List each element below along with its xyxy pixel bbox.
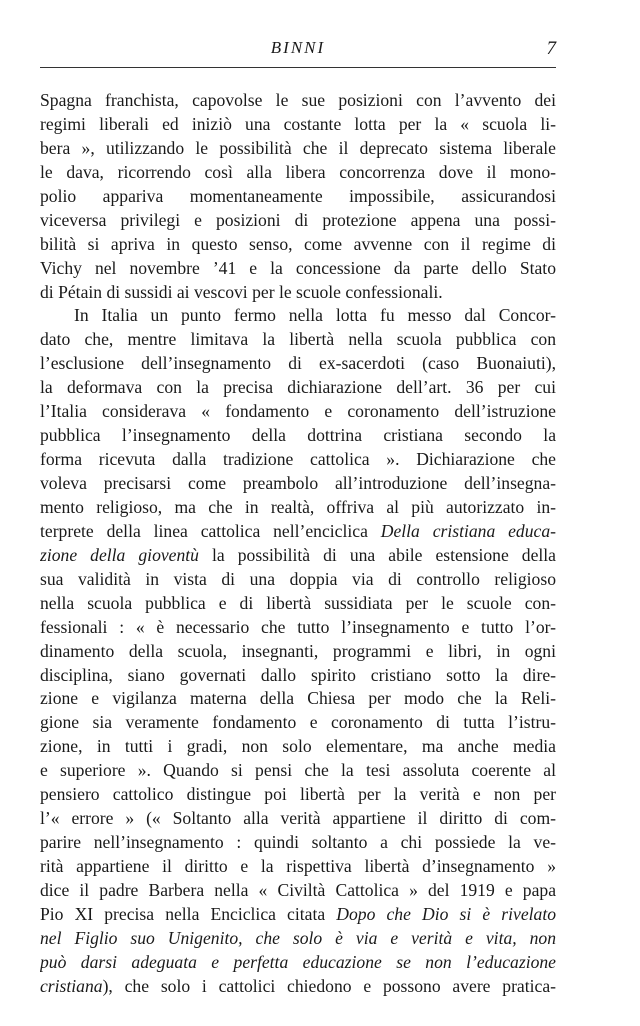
text-line <box>40 951 556 975</box>
text-line: nella scuola pubblica e di libertà sussidiata per le scuole con- <box>40 592 556 613</box>
text-line: pensiero cattolico distingue poi libertà per la verità e non per <box>40 784 556 805</box>
quote-italic: nel Figlio suo Unigenito, che solo è via e verità e vita, non <box>40 927 556 948</box>
text-line: gione sia veramente fondamento e coronamento di tutta l’istru- <box>40 712 556 733</box>
text-line: zione e vigilanza materna della Chiesa per modo che la Reli- <box>40 688 556 709</box>
text-line: la deformava con la precisa dichiarazione dell’art. 36 per cui <box>40 377 556 398</box>
page-number: 7 <box>546 38 556 59</box>
text-line <box>40 520 556 544</box>
text-line: polio appariva momentaneamente impossibile, assicurandosi <box>40 185 556 206</box>
text-line: forma ricevuta dalla tradizione cattolica ». Dichiarazione che <box>40 449 556 470</box>
text-line <box>40 903 556 927</box>
text-line <box>40 544 556 568</box>
text-segment: ), che solo i cattolici chiedono e possono avere pratica- <box>102 975 556 996</box>
text-line: bilità si apriva in questo senso, come avvenne con il regime di <box>40 233 556 254</box>
quote-italic: Dopo che Dio si è rivelato <box>336 903 556 924</box>
page-header <box>40 38 556 66</box>
text-line: e superiore ». Quando si pensi che la tesi assoluta coerente al <box>40 760 556 781</box>
text-line: Vichy nel novembre ’41 e la concessione da parte dello Stato <box>40 257 556 278</box>
quote-italic: può darsi adeguata e perfetta educazione se non l’educazione <box>40 951 556 972</box>
text-line: fessionali : « è necessario che tutto l’insegnamento e tutto l’or- <box>40 616 556 637</box>
text-line: l’Italia considerava « fondamento e coronamento dell’istruzione <box>40 401 556 422</box>
body-text <box>40 89 556 999</box>
running-head: BINNI <box>270 38 326 57</box>
text-segment: Pio XI precisa nella Enciclica citata <box>40 903 337 924</box>
text-line: In Italia un punto fermo nella lotta fu messo dal Concor- <box>74 305 556 326</box>
enciclica-title-end: zione della gioventù <box>40 544 199 565</box>
text-line: zione, in tutti i gradi, non solo elementare, ma anche media <box>40 736 556 757</box>
text-line: l’esclusione dell’insegnamento di ex-sacerdoti (caso Buonaiuti), <box>40 353 556 374</box>
text-line <box>40 927 556 951</box>
enciclica-title: Della cristiana educa- <box>380 520 556 541</box>
text-line: disciplina, siano governati dallo spirito cristiano sotto la dire- <box>40 664 556 685</box>
text-line: parire nell’insegnamento : quindi soltanto a chi possiede la ve- <box>40 832 556 853</box>
text-line: le dava, ricorrendo così alla libera concorrenza dove il mono- <box>40 161 556 182</box>
text-line: rità appartiene il diritto e la rispettiva libertà d’insegnamento » <box>40 856 556 876</box>
text-line: Spagna franchista, capovolse le sue posizioni con l’avvento dei <box>40 90 556 110</box>
text-line: viceversa privilegi e posizioni di protezione appena una possi- <box>40 209 556 230</box>
text-segment: terprete della linea cattolica nell’enciclica <box>40 520 381 541</box>
text-segment: la possibilità di una abile estensione della <box>198 544 556 565</box>
text-line: dato che, mentre limitava la libertà nella scuola pubblica con <box>40 329 556 350</box>
text-line: di Pétain di sussidi ai vescovi per le scuole confessionali. <box>40 281 443 302</box>
text-line: l’« errore » (« Soltanto alla verità appartiene il diritto di com- <box>40 808 556 829</box>
text-line: sua validità in vista di una doppia via di controllo religioso <box>40 568 556 589</box>
header-rule <box>40 67 556 68</box>
quote-italic: cristiana <box>40 975 103 996</box>
text-line: bera », utilizzando le possibilità che il deprecato sistema liberale <box>40 137 556 158</box>
text-line: pubblica l’insegnamento della dottrina cristiana secondo la <box>40 425 556 446</box>
text-line: voleva precisarsi come preambolo all’introduzione dell’insegna- <box>40 473 556 493</box>
text-line: regimi liberali ed iniziò una costante lotta per la « scuola li- <box>40 113 556 134</box>
text-line: dinamento della scuola, insegnanti, programmi e libri, in ogni <box>40 640 556 661</box>
text-line: dice il padre Barbera nella « Civiltà Cattolica » del 1919 e papa <box>40 879 556 900</box>
text-line: mento religioso, ma che in realtà, offriva al più autorizzato in- <box>40 496 556 517</box>
text-line <box>40 975 556 999</box>
